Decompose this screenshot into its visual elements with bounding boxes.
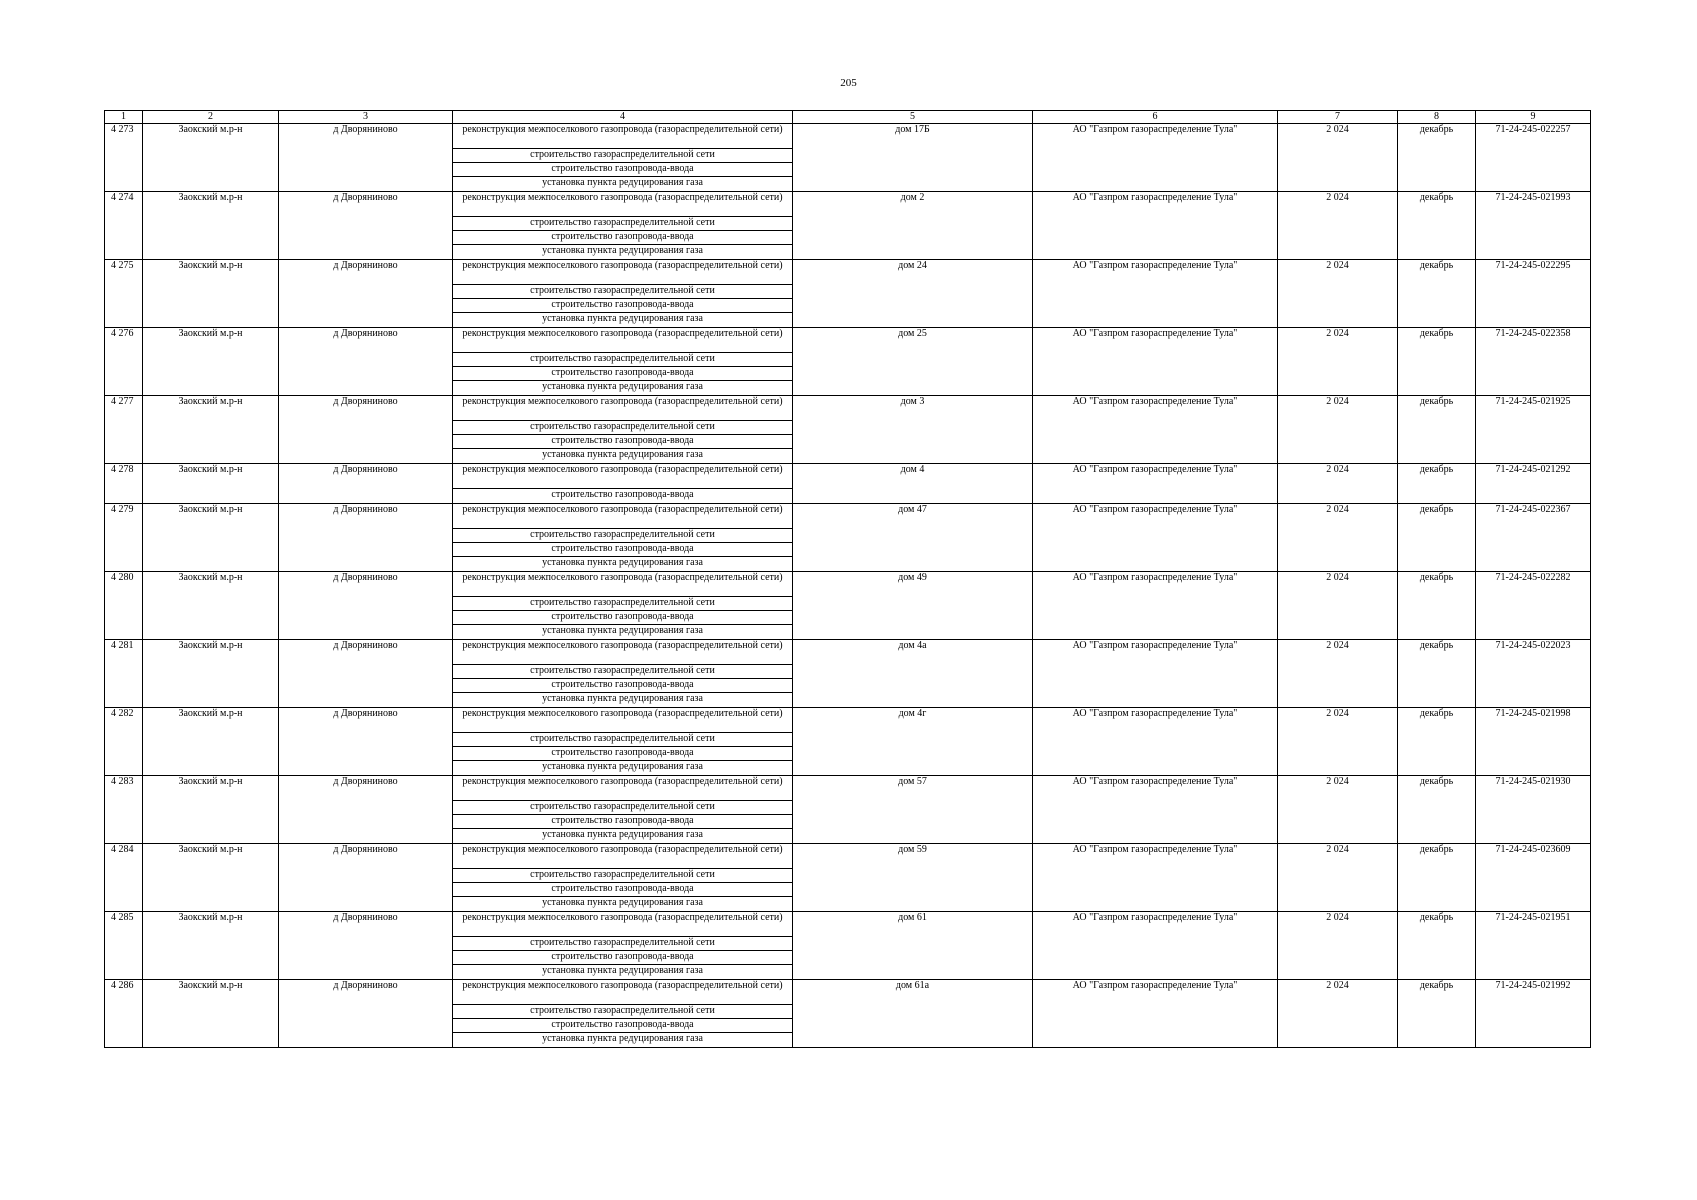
work-item: реконструкция межпоселкового газопровода (газораспределительной сети): [453, 192, 792, 217]
table-header: [105, 111, 1591, 124]
organization-cell: АО "Газпром газораспределение Тула": [1033, 844, 1278, 912]
month-cell: декабрь: [1398, 328, 1476, 396]
address-cell: дом 57: [793, 776, 1033, 844]
organization-cell: АО "Газпром газораспределение Тула": [1033, 328, 1278, 396]
code-cell: 71-24-245-021992: [1476, 980, 1591, 1048]
address-cell: дом 47: [793, 504, 1033, 572]
work-item: реконструкция межпоселкового газопровода (газораспределительной сети): [453, 396, 792, 421]
row-number-cell: 4 284: [105, 844, 143, 912]
address-cell: дом 4г: [793, 708, 1033, 776]
code-cell: 71-24-245-021925: [1476, 396, 1591, 464]
month-cell: декабрь: [1398, 776, 1476, 844]
work-item: строительство газораспределительной сети: [453, 937, 792, 951]
work-item: реконструкция межпоселкового газопровода (газораспределительной сети): [453, 504, 792, 529]
month-cell: декабрь: [1398, 124, 1476, 192]
work-item: установка пункта редуцирования газа: [542, 1033, 703, 1044]
works-cell: [453, 844, 793, 912]
column-header: 3: [279, 111, 453, 124]
works-cell: [453, 504, 793, 572]
work-item: строительство газораспределительной сети: [453, 733, 792, 747]
year-cell: 2 024: [1278, 980, 1398, 1048]
work-item: установка пункта редуцирования газа: [542, 965, 703, 976]
organization-cell: АО "Газпром газораспределение Тула": [1033, 776, 1278, 844]
code-cell: 71-24-245-022295: [1476, 260, 1591, 328]
year-cell: 2 024: [1278, 844, 1398, 912]
locality-cell: д Дворяниново: [279, 396, 453, 464]
column-header: 9: [1476, 111, 1591, 124]
work-item: строительство газораспределительной сети: [453, 149, 792, 163]
district-cell: Заокский м.р-н: [143, 396, 279, 464]
row-number-cell: 4 279: [105, 504, 143, 572]
work-item: строительство газопровода-ввода: [453, 747, 792, 761]
organization-cell: АО "Газпром газораспределение Тула": [1033, 396, 1278, 464]
table-row: [105, 708, 1591, 776]
district-cell: Заокский м.р-н: [143, 328, 279, 396]
work-item: реконструкция межпоселкового газопровода (газораспределительной сети): [453, 464, 792, 489]
work-item: строительство газораспределительной сети: [453, 597, 792, 611]
work-item: строительство газораспределительной сети: [453, 353, 792, 367]
works-cell: [453, 464, 793, 504]
work-item: установка пункта редуцирования газа: [542, 313, 703, 324]
work-item: установка пункта редуцирования газа: [542, 693, 703, 704]
table-row: [105, 640, 1591, 708]
work-item: строительство газопровода-ввода: [453, 815, 792, 829]
year-cell: 2 024: [1278, 504, 1398, 572]
organization-cell: АО "Газпром газораспределение Тула": [1033, 912, 1278, 980]
organization-cell: АО "Газпром газораспределение Тула": [1033, 572, 1278, 640]
district-cell: Заокский м.р-н: [143, 124, 279, 192]
locality-cell: д Дворяниново: [279, 464, 453, 504]
address-cell: дом 49: [793, 572, 1033, 640]
address-cell: дом 61а: [793, 980, 1033, 1048]
work-item: строительство газораспределительной сети: [453, 529, 792, 543]
code-cell: 71-24-245-021951: [1476, 912, 1591, 980]
month-cell: декабрь: [1398, 844, 1476, 912]
locality-cell: д Дворяниново: [279, 776, 453, 844]
locality-cell: д Дворяниново: [279, 124, 453, 192]
works-cell: [453, 912, 793, 980]
organization-cell: АО "Газпром газораспределение Тула": [1033, 260, 1278, 328]
work-item: установка пункта редуцирования газа: [542, 177, 703, 188]
work-item: строительство газораспределительной сети: [453, 869, 792, 883]
work-item: строительство газопровода-ввода: [453, 679, 792, 693]
code-cell: 71-24-245-022282: [1476, 572, 1591, 640]
address-cell: дом 2: [793, 192, 1033, 260]
code-cell: 71-24-245-022358: [1476, 328, 1591, 396]
locality-cell: д Дворяниново: [279, 640, 453, 708]
month-cell: декабрь: [1398, 504, 1476, 572]
district-cell: Заокский м.р-н: [143, 980, 279, 1048]
district-cell: Заокский м.р-н: [143, 708, 279, 776]
column-header: 7: [1278, 111, 1398, 124]
organization-cell: АО "Газпром газораспределение Тула": [1033, 192, 1278, 260]
column-header: 5: [793, 111, 1033, 124]
table-row: [105, 912, 1591, 980]
works-cell: [453, 192, 793, 260]
year-cell: 2 024: [1278, 776, 1398, 844]
locality-cell: д Дворяниново: [279, 572, 453, 640]
row-number-cell: 4 286: [105, 980, 143, 1048]
code-cell: 71-24-245-023609: [1476, 844, 1591, 912]
table-row: [105, 504, 1591, 572]
work-item: реконструкция межпоселкового газопровода (газораспределительной сети): [453, 260, 792, 285]
table-row: [105, 776, 1591, 844]
year-cell: 2 024: [1278, 192, 1398, 260]
row-number-cell: 4 276: [105, 328, 143, 396]
month-cell: декабрь: [1398, 396, 1476, 464]
organization-cell: АО "Газпром газораспределение Тула": [1033, 504, 1278, 572]
table-row: [105, 464, 1591, 504]
code-cell: 71-24-245-021930: [1476, 776, 1591, 844]
month-cell: декабрь: [1398, 464, 1476, 504]
work-item: строительство газопровода-ввода: [453, 231, 792, 245]
locality-cell: д Дворяниново: [279, 844, 453, 912]
work-item: реконструкция межпоселкового газопровода (газораспределительной сети): [453, 124, 792, 149]
year-cell: 2 024: [1278, 708, 1398, 776]
work-item: реконструкция межпоселкового газопровода (газораспределительной сети): [453, 844, 792, 869]
address-cell: дом 4: [793, 464, 1033, 504]
work-item: строительство газопровода-ввода: [453, 883, 792, 897]
works-cell: [453, 776, 793, 844]
code-cell: 71-24-245-022257: [1476, 124, 1591, 192]
work-item: реконструкция межпоселкового газопровода (газораспределительной сети): [453, 980, 792, 1005]
district-cell: Заокский м.р-н: [143, 260, 279, 328]
page-number: 205: [840, 77, 857, 89]
month-cell: декабрь: [1398, 192, 1476, 260]
organization-cell: АО "Газпром газораспределение Тула": [1033, 640, 1278, 708]
address-cell: дом 25: [793, 328, 1033, 396]
year-cell: 2 024: [1278, 572, 1398, 640]
locality-cell: д Дворяниново: [279, 328, 453, 396]
organization-cell: АО "Газпром газораспределение Тула": [1033, 708, 1278, 776]
table-row: [105, 124, 1591, 192]
code-cell: 71-24-245-022023: [1476, 640, 1591, 708]
work-item: реконструкция межпоселкового газопровода (газораспределительной сети): [453, 708, 792, 733]
district-cell: Заокский м.р-н: [143, 464, 279, 504]
table-row: [105, 980, 1591, 1048]
work-item: установка пункта редуцирования газа: [542, 761, 703, 772]
work-item: установка пункта редуцирования газа: [542, 557, 703, 568]
code-cell: 71-24-245-021993: [1476, 192, 1591, 260]
organization-cell: АО "Газпром газораспределение Тула": [1033, 124, 1278, 192]
table-row: [105, 844, 1591, 912]
address-cell: дом 61: [793, 912, 1033, 980]
address-cell: дом 3: [793, 396, 1033, 464]
work-item: строительство газопровода-ввода: [551, 489, 694, 500]
table-row: [105, 192, 1591, 260]
table-row: [105, 328, 1591, 396]
month-cell: декабрь: [1398, 980, 1476, 1048]
locality-cell: д Дворяниново: [279, 912, 453, 980]
work-item: строительство газопровода-ввода: [453, 367, 792, 381]
work-item: строительство газопровода-ввода: [453, 951, 792, 965]
work-item: строительство газораспределительной сети: [453, 217, 792, 231]
row-number-cell: 4 281: [105, 640, 143, 708]
works-cell: [453, 640, 793, 708]
locality-cell: д Дворяниново: [279, 504, 453, 572]
works-cell: [453, 396, 793, 464]
month-cell: декабрь: [1398, 708, 1476, 776]
locality-cell: д Дворяниново: [279, 980, 453, 1048]
district-cell: Заокский м.р-н: [143, 776, 279, 844]
row-number-cell: 4 283: [105, 776, 143, 844]
district-cell: Заокский м.р-н: [143, 192, 279, 260]
month-cell: декабрь: [1398, 640, 1476, 708]
locality-cell: д Дворяниново: [279, 192, 453, 260]
district-cell: Заокский м.р-н: [143, 572, 279, 640]
works-cell: [453, 708, 793, 776]
column-header: 2: [143, 111, 279, 124]
district-cell: Заокский м.р-н: [143, 844, 279, 912]
work-item: строительство газопровода-ввода: [453, 299, 792, 313]
year-cell: 2 024: [1278, 124, 1398, 192]
work-item: строительство газопровода-ввода: [453, 435, 792, 449]
column-header: 4: [453, 111, 793, 124]
column-header: 6: [1033, 111, 1278, 124]
locality-cell: д Дворяниново: [279, 708, 453, 776]
row-number-cell: 4 280: [105, 572, 143, 640]
work-item: установка пункта редуцирования газа: [542, 829, 703, 840]
row-number-cell: 4 282: [105, 708, 143, 776]
year-cell: 2 024: [1278, 396, 1398, 464]
code-cell: 71-24-245-021292: [1476, 464, 1591, 504]
work-item: строительство газораспределительной сети: [453, 665, 792, 679]
organization-cell: АО "Газпром газораспределение Тула": [1033, 980, 1278, 1048]
works-cell: [453, 328, 793, 396]
work-item: реконструкция межпоселкового газопровода (газораспределительной сети): [453, 572, 792, 597]
work-item: установка пункта редуцирования газа: [542, 381, 703, 392]
month-cell: декабрь: [1398, 912, 1476, 980]
work-item: установка пункта редуцирования газа: [542, 897, 703, 908]
district-cell: Заокский м.р-н: [143, 912, 279, 980]
work-item: реконструкция межпоселкового газопровода (газораспределительной сети): [453, 328, 792, 353]
table-body: [105, 124, 1591, 1048]
table-row: [105, 572, 1591, 640]
month-cell: декабрь: [1398, 572, 1476, 640]
work-item: реконструкция межпоселкового газопровода (газораспределительной сети): [453, 912, 792, 937]
work-item: установка пункта редуцирования газа: [542, 245, 703, 256]
year-cell: 2 024: [1278, 260, 1398, 328]
header-row: [105, 111, 1591, 124]
address-cell: дом 17Б: [793, 124, 1033, 192]
address-cell: дом 4а: [793, 640, 1033, 708]
row-number-cell: 4 285: [105, 912, 143, 980]
row-number-cell: 4 275: [105, 260, 143, 328]
work-item: строительство газораспределительной сети: [453, 285, 792, 299]
register-table: [104, 110, 1591, 1048]
work-item: строительство газопровода-ввода: [453, 543, 792, 557]
work-item: строительство газопровода-ввода: [453, 1019, 792, 1033]
row-number-cell: 4 273: [105, 124, 143, 192]
work-item: установка пункта редуцирования газа: [542, 449, 703, 460]
column-header: 1: [105, 111, 143, 124]
district-cell: Заокский м.р-н: [143, 504, 279, 572]
district-cell: Заокский м.р-н: [143, 640, 279, 708]
work-item: реконструкция межпоселкового газопровода (газораспределительной сети): [453, 776, 792, 801]
works-cell: [453, 572, 793, 640]
works-cell: [453, 124, 793, 192]
work-item: строительство газораспределительной сети: [453, 801, 792, 815]
column-header: 8: [1398, 111, 1476, 124]
year-cell: 2 024: [1278, 464, 1398, 504]
table-row: [105, 396, 1591, 464]
code-cell: 71-24-245-021998: [1476, 708, 1591, 776]
locality-cell: д Дворяниново: [279, 260, 453, 328]
address-cell: дом 24: [793, 260, 1033, 328]
year-cell: 2 024: [1278, 328, 1398, 396]
code-cell: 71-24-245-022367: [1476, 504, 1591, 572]
works-cell: [453, 980, 793, 1048]
works-cell: [453, 260, 793, 328]
work-item: строительство газопровода-ввода: [453, 611, 792, 625]
row-number-cell: 4 277: [105, 396, 143, 464]
row-number-cell: 4 274: [105, 192, 143, 260]
address-cell: дом 59: [793, 844, 1033, 912]
month-cell: декабрь: [1398, 260, 1476, 328]
work-item: реконструкция межпоселкового газопровода (газораспределительной сети): [453, 640, 792, 665]
table-row: [105, 260, 1591, 328]
year-cell: 2 024: [1278, 640, 1398, 708]
work-item: установка пункта редуцирования газа: [542, 625, 703, 636]
work-item: строительство газопровода-ввода: [453, 163, 792, 177]
row-number-cell: 4 278: [105, 464, 143, 504]
work-item: строительство газораспределительной сети: [453, 1005, 792, 1019]
work-item: строительство газораспределительной сети: [453, 421, 792, 435]
organization-cell: АО "Газпром газораспределение Тула": [1033, 464, 1278, 504]
year-cell: 2 024: [1278, 912, 1398, 980]
